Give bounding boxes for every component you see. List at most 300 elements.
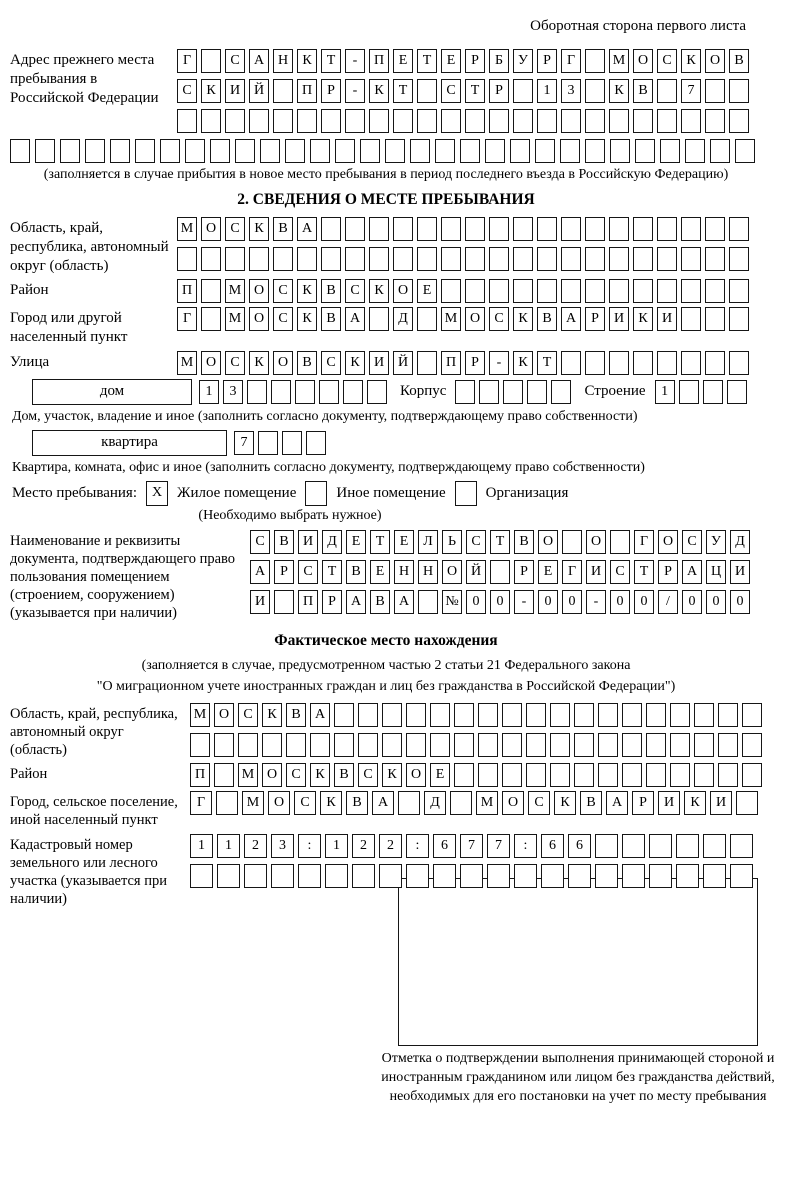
char-box[interactable] (417, 247, 437, 271)
char-box[interactable] (705, 351, 725, 375)
char-box[interactable]: В (321, 279, 341, 303)
char-box[interactable]: К (369, 79, 389, 103)
char-box[interactable] (244, 864, 267, 888)
char-box[interactable]: К (249, 351, 269, 375)
char-box[interactable] (502, 733, 522, 757)
char-box[interactable] (465, 109, 485, 133)
char-box[interactable]: С (345, 279, 365, 303)
char-box[interactable] (681, 217, 701, 241)
char-box[interactable]: Н (418, 560, 438, 584)
char-box[interactable] (430, 703, 450, 727)
char-box[interactable] (360, 139, 380, 163)
char-box[interactable] (85, 139, 105, 163)
char-box[interactable] (321, 217, 341, 241)
char-box[interactable]: В (274, 530, 294, 554)
char-box[interactable]: Ц (706, 560, 726, 584)
char-box[interactable]: Б (489, 49, 509, 73)
char-box[interactable]: О (406, 763, 426, 787)
char-box[interactable]: А (394, 590, 414, 614)
char-box[interactable] (398, 791, 420, 815)
char-box[interactable] (385, 139, 405, 163)
char-box[interactable] (334, 733, 354, 757)
char-box[interactable]: Г (561, 49, 581, 73)
char-box[interactable]: К (382, 763, 402, 787)
char-box[interactable]: А (250, 560, 270, 584)
char-box[interactable]: О (262, 763, 282, 787)
char-box[interactable]: А (297, 217, 317, 241)
char-box[interactable] (729, 307, 749, 331)
char-box[interactable] (681, 109, 701, 133)
char-box[interactable]: П (177, 279, 197, 303)
char-box[interactable] (465, 217, 485, 241)
char-box[interactable] (562, 530, 582, 554)
char-box[interactable] (610, 139, 630, 163)
char-box[interactable] (417, 109, 437, 133)
char-box[interactable]: М (609, 49, 629, 73)
char-box[interactable] (478, 733, 498, 757)
char-box[interactable] (657, 109, 677, 133)
char-box[interactable] (705, 279, 725, 303)
char-box[interactable] (190, 733, 210, 757)
char-box[interactable]: 0 (730, 590, 750, 614)
char-box[interactable]: О (201, 351, 221, 375)
char-box[interactable] (345, 109, 365, 133)
char-box[interactable] (550, 763, 570, 787)
char-box[interactable]: Е (394, 530, 414, 554)
char-box[interactable]: И (710, 791, 732, 815)
char-box[interactable]: О (705, 49, 725, 73)
char-box[interactable] (306, 431, 326, 455)
char-box[interactable] (535, 139, 555, 163)
char-box[interactable] (295, 380, 315, 404)
char-box[interactable] (433, 864, 456, 888)
char-box[interactable] (201, 49, 221, 73)
char-box[interactable]: В (286, 703, 306, 727)
char-box[interactable]: Т (393, 79, 413, 103)
char-box[interactable] (441, 247, 461, 271)
char-box[interactable] (514, 864, 537, 888)
char-box[interactable]: Е (370, 560, 390, 584)
char-box[interactable] (460, 139, 480, 163)
char-box[interactable]: В (580, 791, 602, 815)
char-box[interactable]: К (681, 49, 701, 73)
char-box[interactable]: О (658, 530, 678, 554)
char-box[interactable] (297, 109, 317, 133)
char-box[interactable]: В (346, 791, 368, 815)
char-box[interactable] (742, 763, 762, 787)
char-box[interactable]: И (730, 560, 750, 584)
char-box[interactable]: О (268, 791, 290, 815)
char-box[interactable]: В (514, 530, 534, 554)
char-box[interactable] (609, 351, 629, 375)
char-box[interactable]: М (238, 763, 258, 787)
char-box[interactable] (646, 703, 666, 727)
char-box[interactable] (201, 307, 221, 331)
char-box[interactable] (742, 703, 762, 727)
char-box[interactable] (585, 109, 605, 133)
char-box[interactable] (681, 307, 701, 331)
char-box[interactable]: М (476, 791, 498, 815)
char-box[interactable] (598, 733, 618, 757)
char-box[interactable] (676, 864, 699, 888)
char-box[interactable]: 1 (655, 380, 675, 404)
char-box[interactable]: К (369, 279, 389, 303)
char-box[interactable] (343, 380, 363, 404)
char-box[interactable] (310, 139, 330, 163)
char-box[interactable] (560, 139, 580, 163)
char-box[interactable] (633, 351, 653, 375)
char-box[interactable] (454, 733, 474, 757)
char-box[interactable]: И (250, 590, 270, 614)
char-box[interactable]: Р (658, 560, 678, 584)
char-box[interactable] (703, 864, 726, 888)
char-box[interactable]: К (297, 307, 317, 331)
char-box[interactable] (249, 247, 269, 271)
char-box[interactable] (258, 431, 278, 455)
char-box[interactable] (10, 139, 30, 163)
char-box[interactable] (537, 279, 557, 303)
char-box[interactable] (367, 380, 387, 404)
char-box[interactable] (622, 733, 642, 757)
char-box[interactable] (526, 703, 546, 727)
char-box[interactable] (609, 279, 629, 303)
char-box[interactable]: 3 (271, 834, 294, 858)
char-box[interactable] (465, 279, 485, 303)
char-box[interactable] (35, 139, 55, 163)
char-box[interactable] (622, 703, 642, 727)
char-box[interactable] (585, 49, 605, 73)
char-box[interactable] (681, 351, 701, 375)
char-box[interactable] (657, 279, 677, 303)
char-box[interactable] (489, 279, 509, 303)
char-box[interactable] (622, 763, 642, 787)
char-box[interactable]: В (537, 307, 557, 331)
char-box[interactable] (694, 763, 714, 787)
char-box[interactable] (286, 733, 306, 757)
char-box[interactable]: 0 (562, 590, 582, 614)
char-box[interactable]: А (606, 791, 628, 815)
char-box[interactable] (489, 217, 509, 241)
char-box[interactable] (406, 733, 426, 757)
char-box[interactable] (185, 139, 205, 163)
char-box[interactable]: М (225, 279, 245, 303)
char-box[interactable]: С (250, 530, 270, 554)
char-box[interactable]: М (225, 307, 245, 331)
char-box[interactable]: Т (537, 351, 557, 375)
char-box[interactable] (177, 109, 197, 133)
char-box[interactable]: О (273, 351, 293, 375)
char-box[interactable] (417, 307, 437, 331)
char-box[interactable] (585, 351, 605, 375)
char-box[interactable]: Г (177, 49, 197, 73)
char-box[interactable] (610, 530, 630, 554)
char-box[interactable]: В (297, 351, 317, 375)
char-box[interactable] (694, 733, 714, 757)
char-box[interactable]: 2 (244, 834, 267, 858)
char-box[interactable] (633, 217, 653, 241)
char-box[interactable]: 1 (199, 380, 219, 404)
char-box[interactable] (110, 139, 130, 163)
char-box[interactable]: № (442, 590, 462, 614)
char-box[interactable] (321, 109, 341, 133)
char-box[interactable] (177, 247, 197, 271)
char-box[interactable] (735, 139, 755, 163)
char-box[interactable]: К (262, 703, 282, 727)
house-type-field[interactable]: дом (32, 379, 192, 405)
char-box[interactable] (260, 139, 280, 163)
char-box[interactable] (369, 307, 389, 331)
char-box[interactable]: Г (562, 560, 582, 584)
char-box[interactable]: Т (321, 49, 341, 73)
char-box[interactable]: 0 (610, 590, 630, 614)
char-box[interactable]: А (372, 791, 394, 815)
char-box[interactable] (537, 109, 557, 133)
char-box[interactable]: А (249, 49, 269, 73)
char-box[interactable]: 0 (538, 590, 558, 614)
char-box[interactable]: О (586, 530, 606, 554)
char-box[interactable]: Т (634, 560, 654, 584)
char-box[interactable] (417, 351, 437, 375)
char-box[interactable] (60, 139, 80, 163)
char-box[interactable] (609, 217, 629, 241)
char-box[interactable]: Р (321, 79, 341, 103)
char-box[interactable] (729, 217, 749, 241)
char-box[interactable] (441, 279, 461, 303)
char-box[interactable] (273, 247, 293, 271)
char-box[interactable] (273, 109, 293, 133)
char-box[interactable] (135, 139, 155, 163)
char-box[interactable]: 6 (433, 834, 456, 858)
char-box[interactable]: К (320, 791, 342, 815)
char-box[interactable] (703, 834, 726, 858)
char-box[interactable] (527, 380, 547, 404)
char-box[interactable] (393, 247, 413, 271)
char-box[interactable]: О (249, 307, 269, 331)
char-box[interactable] (710, 139, 730, 163)
char-box[interactable] (705, 307, 725, 331)
char-box[interactable] (321, 247, 341, 271)
char-box[interactable] (210, 139, 230, 163)
char-box[interactable]: Е (393, 49, 413, 73)
char-box[interactable]: С (294, 791, 316, 815)
char-box[interactable] (310, 733, 330, 757)
char-box[interactable] (513, 217, 533, 241)
char-box[interactable] (285, 139, 305, 163)
char-box[interactable]: С (528, 791, 550, 815)
char-box[interactable]: И (586, 560, 606, 584)
char-box[interactable] (455, 380, 475, 404)
char-box[interactable] (369, 109, 389, 133)
char-box[interactable]: 3 (561, 79, 581, 103)
char-box[interactable]: В (273, 217, 293, 241)
char-box[interactable] (382, 703, 402, 727)
char-box[interactable] (727, 380, 747, 404)
char-box[interactable]: С (286, 763, 306, 787)
char-box[interactable]: 1 (325, 834, 348, 858)
char-box[interactable] (201, 279, 221, 303)
char-box[interactable]: - (514, 590, 534, 614)
char-box[interactable]: И (298, 530, 318, 554)
char-box[interactable] (561, 279, 581, 303)
char-box[interactable]: 1 (190, 834, 213, 858)
char-box[interactable]: С (358, 763, 378, 787)
char-box[interactable]: Л (418, 530, 438, 554)
char-box[interactable]: Д (730, 530, 750, 554)
char-box[interactable]: Д (322, 530, 342, 554)
char-box[interactable] (585, 279, 605, 303)
char-box[interactable] (561, 109, 581, 133)
char-box[interactable] (502, 703, 522, 727)
char-box[interactable]: Р (489, 79, 509, 103)
char-box[interactable] (358, 733, 378, 757)
char-box[interactable]: М (177, 351, 197, 375)
char-box[interactable] (730, 864, 753, 888)
char-box[interactable]: С (225, 217, 245, 241)
char-box[interactable]: И (609, 307, 629, 331)
char-box[interactable]: И (369, 351, 389, 375)
char-box[interactable] (729, 79, 749, 103)
char-box[interactable] (247, 380, 267, 404)
char-box[interactable]: О (502, 791, 524, 815)
char-box[interactable] (633, 279, 653, 303)
char-box[interactable]: П (441, 351, 461, 375)
char-box[interactable] (718, 703, 738, 727)
char-box[interactable]: Р (465, 351, 485, 375)
char-box[interactable]: М (190, 703, 210, 727)
char-box[interactable] (478, 763, 498, 787)
char-box[interactable] (435, 139, 455, 163)
char-box[interactable]: С (682, 530, 702, 554)
char-box[interactable]: К (297, 49, 317, 73)
char-box[interactable]: К (310, 763, 330, 787)
char-box[interactable] (646, 763, 666, 787)
char-box[interactable]: Р (514, 560, 534, 584)
char-box[interactable] (335, 139, 355, 163)
char-box[interactable] (657, 217, 677, 241)
char-box[interactable]: Р (322, 590, 342, 614)
char-box[interactable]: : (406, 834, 429, 858)
checkbox-organization[interactable] (455, 481, 477, 506)
char-box[interactable]: К (684, 791, 706, 815)
char-box[interactable]: 2 (352, 834, 375, 858)
char-box[interactable]: А (346, 590, 366, 614)
char-box[interactable] (345, 217, 365, 241)
char-box[interactable]: А (561, 307, 581, 331)
char-box[interactable]: Н (273, 49, 293, 73)
char-box[interactable] (369, 217, 389, 241)
char-box[interactable]: В (346, 560, 366, 584)
char-box[interactable]: И (657, 307, 677, 331)
char-box[interactable] (282, 431, 302, 455)
char-box[interactable]: С (225, 351, 245, 375)
char-box[interactable] (574, 703, 594, 727)
char-box[interactable]: С (273, 279, 293, 303)
char-box[interactable]: Г (177, 307, 197, 331)
char-box[interactable] (238, 733, 258, 757)
char-box[interactable] (595, 864, 618, 888)
char-box[interactable] (649, 834, 672, 858)
char-box[interactable]: И (658, 791, 680, 815)
char-box[interactable] (249, 109, 269, 133)
char-box[interactable] (585, 247, 605, 271)
char-box[interactable] (736, 791, 758, 815)
char-box[interactable]: С (441, 79, 461, 103)
char-box[interactable] (679, 380, 699, 404)
char-box[interactable]: 7 (460, 834, 483, 858)
char-box[interactable] (649, 864, 672, 888)
char-box[interactable] (513, 279, 533, 303)
char-box[interactable]: В (321, 307, 341, 331)
char-box[interactable] (334, 703, 354, 727)
char-box[interactable]: 7 (681, 79, 701, 103)
char-box[interactable] (685, 139, 705, 163)
char-box[interactable]: 3 (223, 380, 243, 404)
char-box[interactable]: Р (632, 791, 654, 815)
char-box[interactable]: Й (466, 560, 486, 584)
char-box[interactable] (550, 733, 570, 757)
char-box[interactable] (646, 733, 666, 757)
char-box[interactable] (216, 791, 238, 815)
char-box[interactable]: Р (465, 49, 485, 73)
char-box[interactable]: П (297, 79, 317, 103)
char-box[interactable] (297, 247, 317, 271)
char-box[interactable]: С (466, 530, 486, 554)
char-box[interactable]: М (242, 791, 264, 815)
char-box[interactable]: С (177, 79, 197, 103)
char-box[interactable] (465, 247, 485, 271)
char-box[interactable] (670, 763, 690, 787)
char-box[interactable] (660, 139, 680, 163)
char-box[interactable] (681, 247, 701, 271)
char-box[interactable]: О (442, 560, 462, 584)
char-box[interactable]: 6 (568, 834, 591, 858)
char-box[interactable]: Н (394, 560, 414, 584)
char-box[interactable]: Р (274, 560, 294, 584)
char-box[interactable] (585, 217, 605, 241)
char-box[interactable] (358, 703, 378, 727)
char-box[interactable] (225, 109, 245, 133)
char-box[interactable] (595, 834, 618, 858)
char-box[interactable] (214, 763, 234, 787)
char-box[interactable] (622, 864, 645, 888)
char-box[interactable]: П (190, 763, 210, 787)
char-box[interactable] (460, 864, 483, 888)
char-box[interactable]: К (201, 79, 221, 103)
char-box[interactable] (598, 703, 618, 727)
char-box[interactable] (319, 380, 339, 404)
char-box[interactable] (298, 864, 321, 888)
char-box[interactable] (489, 247, 509, 271)
char-box[interactable] (160, 139, 180, 163)
char-box[interactable]: 0 (466, 590, 486, 614)
char-box[interactable] (369, 247, 389, 271)
char-box[interactable] (325, 864, 348, 888)
char-box[interactable]: С (225, 49, 245, 73)
char-box[interactable]: К (249, 217, 269, 241)
char-box[interactable] (657, 79, 677, 103)
char-box[interactable]: Е (417, 279, 437, 303)
char-box[interactable] (485, 139, 505, 163)
char-box[interactable]: М (177, 217, 197, 241)
char-box[interactable]: 7 (234, 431, 254, 455)
char-box[interactable]: 1 (217, 834, 240, 858)
char-box[interactable] (379, 864, 402, 888)
char-box[interactable] (585, 79, 605, 103)
char-box[interactable]: 6 (541, 834, 564, 858)
char-box[interactable] (561, 351, 581, 375)
char-box[interactable]: Е (538, 560, 558, 584)
char-box[interactable]: К (513, 351, 533, 375)
